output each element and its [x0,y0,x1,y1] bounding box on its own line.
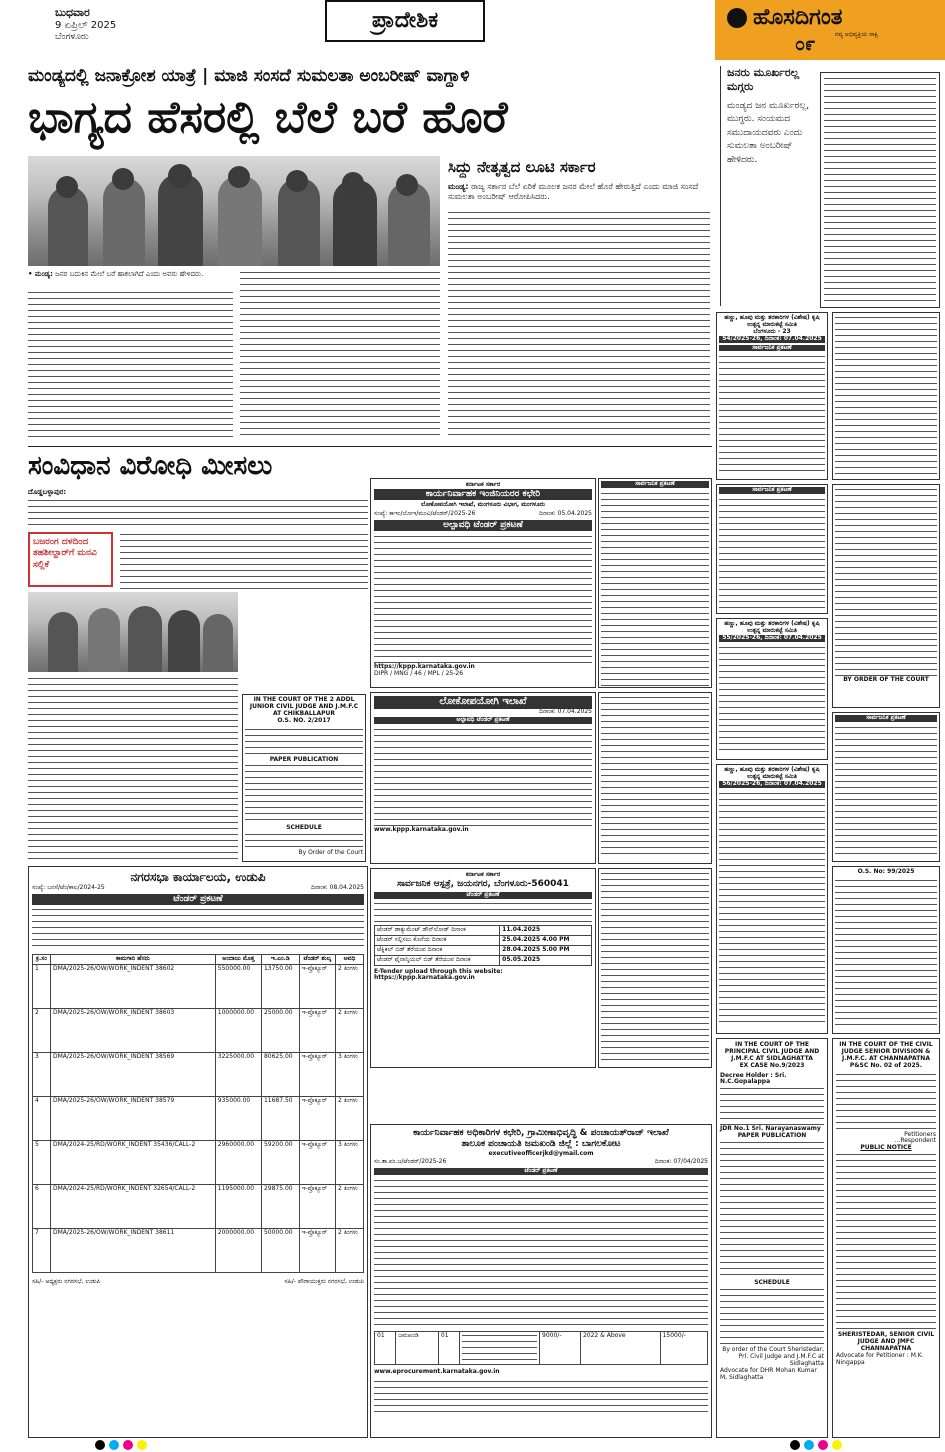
court-chn-petitioners: Petitioners [904,1130,936,1138]
tn-cell-amount: 2960000.00 [215,1141,261,1185]
tn-col-period: ಅವಧಿ [335,955,363,965]
tender-ee-dept: ಕರ್ನಾಟಕ ಸರ್ಕಾರ [465,481,501,488]
tn-cell-no: 1 [33,965,51,1009]
apmc-ref: 54/2025-26, ದಿನಾಂಕ: 07.04.2025 [719,336,825,343]
court-sid-schedule: SCHEDULE [754,1279,790,1287]
tn-col-no: ಕ್ರ.ಸಂ [33,955,51,965]
os-no: O.S. No: 99/2025 [857,868,915,875]
tn-cell-period: 3 ತಿಂಗಳು [335,1141,363,1185]
tn-cell-name: DMA/2024-25/RD/WORK_INDENT 32654/CALL-2 [50,1185,215,1229]
court-chb-title: IN THE COURT OF THE 2 ADDL JUNIOR CIVIL JUDGE AND J.M.F.C AT CHIKBALLAPUR [249,696,359,717]
tg-portal[interactable]: www.eprocurement.karnataka.gov.in [374,1368,500,1376]
tn-cell-name: DMA/2025-26/OW/WORK_INDENT 38611 [50,1229,215,1273]
tn-cell-fee: ಇ-ಪ್ರೊಕ್ಯೂರ್ [299,1097,335,1141]
tn-col-emd: ಇ.ಎಂ.ಡಿ [261,955,299,965]
tn-col-fee: ಟೆಂಡರ್ ಶುಲ್ಕ [299,955,335,965]
tender-gram [370,1124,712,1438]
court-sid-pub: PAPER PUBLICATION [737,1132,807,1140]
tg-place: ಜಮಖಂಡಿ [396,1332,439,1365]
tender-ee-title: ಅಲ್ಪಾವಧಿ ಟೆಂಡರ್ ಪ್ರಕಟಣೆ [374,520,592,531]
tn-cell-emd: 25000.00 [261,1009,299,1053]
tn-cell-fee: ಇ-ಪ್ರೊಕ್ಯೂರ್ [299,1141,335,1185]
notice-mid-2 [598,692,712,864]
tn-cell-name: DMA/2025-26/OW/WORK_INDENT 38569 [50,1053,215,1097]
lead-dateline: ಮಂಡ್ಯ: [448,182,469,191]
court-chb-schedule: SCHEDULE [286,824,322,832]
tn-cell-emd: 59200.00 [261,1141,299,1185]
public-notice-right [832,712,940,862]
table-row [33,1097,364,1141]
tender-lok-kppp[interactable]: www.kppp.karnataka.gov.in [374,826,469,834]
table-row [33,1141,364,1185]
tg-email[interactable]: executiveofficerjkd@ymail.com [488,1149,594,1157]
court-chb-case: O.S. NO. 2/2017 [277,716,331,724]
tn-cell-fee: ಇ-ಪ್ರೊಕ್ಯೂರ್ [299,965,335,1009]
tn-cell-period: 2 ತಿಂಗಳು [335,1009,363,1053]
table-row [33,1185,364,1229]
apmc-notice-3 [716,764,828,1034]
tn-cell-emd: 50000.00 [261,1229,299,1273]
tender-ee-code: DIPR / MNG / 46 / MPL / 25-26 [374,670,464,678]
tn-cell-emd: 80625.00 [261,1053,299,1097]
story2-body-left [28,676,238,861]
tender-ee [370,478,596,688]
tender-lok-date: ದಿನಾಂಕ: 07.04.2025 [539,707,592,715]
tn-refline [32,885,364,892]
tn-cell-amount: 1000000.00 [215,1009,261,1053]
th-dept: ಕರ್ನಾಟಕ ಸರ್ಕಾರ [465,871,501,878]
masthead-day: ಬುಧವಾರ [55,6,90,19]
table-row [33,1009,364,1053]
tn-cell-name: DMA/2024-25/RD/WORK_INDENT 35436/CALL-2 [50,1141,215,1185]
tn-cell-no: 5 [33,1141,51,1185]
masthead-date-block [55,6,175,44]
tn-cell-amount: 550000.00 [215,965,261,1009]
tn-col-amount: ಅಂದಾಜು ಮೊತ್ತ [215,955,261,965]
lead-body-col1-head: • ಮಂಡ್ಯ: ಜನರ ಬದುಕಿನ ಮೇಲೆ ಬರೆ ಹಾಕಲಾಗಿದೆ ಎಂದು ಅವರು ಹೇಳಿದರು. [28,270,204,278]
tn-cell-fee: ಇ-ಪ್ರೊಕ್ಯೂರ್ [299,1229,335,1273]
tn-col-name: ಕಾಮಗಾರಿ ಹೆಸರು [50,955,215,965]
brand-logo-icon [727,8,747,28]
th-office: ಸಾರ್ವಜನಿಕ ಆಸ್ಪತ್ರೆ, ಜಯನಗರ, ಬೆಂಗಳೂರು-560041 [397,878,569,889]
court-chb-sign: By Order of the Court [298,849,363,857]
lead-body-right [448,210,710,440]
table-row [375,1332,708,1365]
tn-cell-period: 2 ತಿಂಗಳು [335,1229,363,1273]
print-marks-right [790,1440,846,1452]
table-row [375,945,592,955]
lead-photo [28,156,440,266]
th-cell-item: ಟೆಕ್ನಿಕಲ್ ಬಿಡ್ ತೆರೆಯುವ ದಿನಾಂಕ [375,945,500,955]
tn-cell-fee: ಇ-ಪ್ರೊಕ್ಯೂರ್ [299,1009,335,1053]
table-row [33,1229,364,1273]
apmc2-ref: 55/2025-26, ದಿನಾಂಕ: 07.04.2025 [719,635,825,642]
tg-ref: ಸಂ.ತಾ.ಪಂ.ಜ/ಟೆಂಡರ್/2025-26 [374,1158,447,1166]
court-sidlaghatta [716,1038,828,1438]
table-row [33,965,364,1009]
tn-cell-name: DMA/2025-26/OW/WORK_INDENT 38579 [50,1097,215,1141]
tn-cell-emd: 13750.00 [261,965,299,1009]
section-title-text: ಪ್ರಾದೇಶಿಕ [371,8,439,34]
lead-body-col1: ಜನರ ಬದುಕಿನ ಮೇಲೆ ಬರೆ ಹಾಕಲಾಗಿದೆ ಎಂದು ಅವರು ಹೇಳಿದರು. [55,270,204,278]
tender-lok-subtitle: ಅಲ್ಪಾವಧಿ ಟೆಂಡರ್ ಪ್ರಕಟಣೆ [374,717,592,724]
lead-subhead: ಸಿದ್ದು ನೇತೃತ್ವದ ಲೂಟಿ ಸರ್ಕಾರ [448,158,596,176]
tn-table [32,954,364,1273]
paper-name: ಹೊಸದಿಗಂತ [753,5,843,30]
tn-cell-no: 7 [33,1229,51,1273]
tg-amt: 15000/- [660,1332,707,1365]
th-cell-item: ಟೆಂಡರ್ ಡಾಕ್ಯುಮೆಂಟ್ ಡೌನ್‌ಲೋಡ್ ದಿನಾಂಕ [375,926,500,936]
apmc-notice-2 [716,618,828,760]
tn-cell-amount: 3225000.00 [215,1053,261,1097]
tn-office: ನಗರಸಭಾ ಕಾರ್ಯಾಲಯ, ಉಡುಪಿ [130,870,266,884]
notice-right-1 [820,72,940,308]
tg-class: 2022 & Above [580,1332,660,1365]
story2-intro [28,488,368,496]
court-sid-holder: Decree Holder : Sri. N.C.Gopalappa [720,1071,787,1086]
court-sid-sign: By order of the Court Sheristedar, Prl. Civil Judge and J.M.F.C at Sidlaghatta [722,1346,824,1367]
story2-headline: ಸಂವಿಧಾನ ವಿರೋಧಿ ಮೀಸಲು [28,451,273,481]
court-chn-respondent: ...Respondent [894,1137,936,1145]
tg-sub: ತಾಲೂಕ ಪಂಚಾಯತಿ ಜಮಖಂಡಿ ಜಿಲ್ಲೆ : ಬಾಗಲಕೋಟ [461,1139,621,1150]
table-row [375,955,592,965]
court-chn-title: IN THE COURT OF THE CIVIL JUDGE SENIOR DIVISION & J.M.F.C. AT CHANNAPATNA [839,1041,933,1062]
story2-body-col [120,532,368,592]
tn-cell-emd: 11687.50 [261,1097,299,1141]
lead-dateline-text [448,182,710,202]
court-chn-advocate: Advocate for Petitioner : M.K. Ningappa [836,1351,924,1366]
tg-date: ದಿನಾಂಕ: 07/04/2025 [654,1158,708,1166]
notice-right-2 [832,312,940,480]
notice-right-5 [832,866,940,1034]
tn-cell-amount: 1195000.00 [215,1185,261,1229]
lead-intro: ರಾಜ್ಯ ಸರ್ಕಾರ ಬೆಲೆ ಏರಿಕೆ ಮೂಲಕ ಜನರ ಮೇಲೆ ಹೊರೆ ಹೇರುತ್ತಿದೆ ಎಂದು ಮಾಜಿ ಸಂಸದೆ ಸುಮಲತಾ ಅಂಬರೀಷ್ ಆರೋಪಿಸಿದರು. [448,182,699,201]
tender-nagarasabha [28,866,368,1438]
lead-body-col1-text [28,290,233,440]
th-cell-date: 11.04.2025 [500,926,592,936]
court-channapatna [832,1038,940,1438]
tn-cell-no: 4 [33,1097,51,1141]
court-sid-adv: Advocate for DHR Mohan Kumar M, Sidlaghatta [720,1366,817,1381]
tn-cell-amount: 2000000.00 [215,1229,261,1273]
tn-title: ಟೆಂಡರ್ ಪ್ರಕಟಣೆ [32,894,364,905]
tg-no: 01 [375,1332,396,1365]
tn-cell-amount: 935000.00 [215,1097,261,1141]
notice-right-3 [716,484,828,614]
th-cell-item: ಟೆಂಡರ್ ಫೈನಾನ್ಶಿಯಲ್ ಬಿಡ್ ತೆರೆಯುವ ದಿನಾಂಕ [375,955,500,965]
court-order-label: BY ORDER OF THE COURT [843,676,929,683]
tn-cell-no: 6 [33,1185,51,1229]
story2-photo [28,592,238,672]
court-sid-title: IN THE COURT OF THE PRINCIPAL CIVIL JUDGE AND J.M.F.C AT SIDLAGHATTA [724,1041,820,1062]
public-notice-right-title: ಸಾರ್ವಜನಿಕ ಪ್ರಕಟಣೆ [835,715,937,722]
apmc2-title: ಹಣ್ಣು, ಹೂವು ಮತ್ತು ತರಕಾರಿಗಳ (ವಿಶೇಷ) ಕೃಷಿ ಉತ್ಪನ್ನ ಮಾರುಕಟ್ಟೆ ಸಮಿತಿ [724,620,820,634]
court-chn-case: P&SC No. 02 of 2025. [849,1061,923,1069]
notice-right-4 [832,484,940,708]
th-eproc[interactable]: E-Tender upload through this website: https://kppp.karnataka.gov.in [374,967,503,982]
masthead-date: 9 ಏಪ್ರಿಲ್ 2025 [55,19,117,31]
tn-cell-name: DMA/2025-26/OW/WORK_INDENT 38602 [50,965,215,1009]
table-row [375,935,592,945]
tender-ee-ref: ಸಂಖ್ಯೆ: ಕಾಇಂ/ಲೋಇ/ಮಂವಿ/ಟೆಂಡರ್/2025-26 [374,510,476,518]
tn-cell-name: DMA/2025-26/OW/WORK_INDENT 38603 [50,1009,215,1053]
court-sid-jdr: JDR No.1 Sri. Narayanaswamy [720,1125,821,1133]
tg-refline [374,1159,708,1166]
tn-cell-period: 3 ತಿಂಗಳು [335,1053,363,1097]
tn-cell-no: 3 [33,1053,51,1097]
table-row [33,1053,364,1097]
notice-mid-1 [598,478,712,688]
notice-mid-3 [598,868,712,1068]
th-table [374,925,592,966]
sidebar-quote-text: ಮಂಡ್ಯದ ಜನ ಮೂರ್ಖರಲ್ಲ, ಮುಗ್ಧರು. ಸಂಯಮದ ಸಮುದಾಯದವರು ಎಂದು ಸುಮಲತಾ ಅಂಬರೀಷ್ ಹೇಳಿದರು. [727,100,810,165]
tg-title: ಟೆಂಡರ್ ಪ್ರಕಟಣೆ [374,1168,708,1175]
court-sid-case: EX CASE No.9/2023 [739,1061,805,1069]
apmc3-title: ಹಣ್ಣು, ಹೂವು ಮತ್ತು ತರಕಾರಿಗಳ (ವಿಶೇಷ) ಕೃಷಿ ಉತ್ಪನ್ನ ಮಾರುಕಟ್ಟೆ ಸಮಿತಿ [724,766,820,780]
paper-tagline: ನವ್ಯ ಅಭಿವ್ಯಕ್ತಿಯ ಸಾಕ್ಷಿ [835,31,879,38]
tender-ee-office: ಕಾರ್ಯನಿರ್ವಾಹಕ ಇಂಜಿನಿಯರರ ಕಛೇರಿ [374,489,592,500]
tn-cell-emd: 29875.00 [261,1185,299,1229]
lead-body-col2-text [240,270,440,440]
tn-cell-period: 2 ತಿಂಗಳು [335,1185,363,1229]
tender-ee-date: ದಿನಾಂಕ: 05.04.2025 [539,510,592,518]
apmc-title: ಹಣ್ಣು, ಹೂವು ಮತ್ತು ತರಕಾರಿಗಳ (ವಿಶೇಷ) ಕೃಷಿ ಉತ್ಪನ್ನ ಮಾರುಕಟ್ಟೆ ಸಮಿತಿ [724,314,820,328]
th-cell-item: ಟೆಂಡರ್ ಸಲ್ಲಿಸಲು ಕೊನೆಯ ದಿನಾಂಕ [375,935,500,945]
section-title [325,0,485,42]
court-chn-notice: PUBLIC NOTICE [860,1144,912,1152]
tn-cell-fee: ಇ-ಪ್ರೊಕ್ಯೂರ್ [299,1185,335,1229]
apmc-city: ಬೆಂಗಳೂರು - 23 [753,327,791,335]
page-number: ೦೯ [795,34,816,55]
tn-cell-period: 2 ತಿಂಗಳು [335,965,363,1009]
tn-footer-left: ಸಹಿ/- ಅಧ್ಯಕ್ಷರು ನಗರಸಭೆ, ಉಡುಪಿ [32,1278,101,1286]
tender-lok-title: ಲೋಕೋಪಯೋಗಿ ಇಲಾಖೆ [374,696,592,709]
notice-mid-1-title: ಸಾರ್ವಜನಿಕ ಪ್ರಕಟಣೆ [601,481,709,488]
tn-ref: ಸಂಖ್ಯೆ: ಬನಸೆ/ಟೆಂ/ಕಾಲ/2024-25 [32,884,105,891]
apmc-notice-1 [716,312,828,480]
apmc-public: ಸಾರ್ವಜನಿಕ ಪ್ರಕಟಣೆ [719,345,825,352]
story2-dateline: ದೊಡ್ಡಬಳ್ಳಾಪುರ: [28,488,67,496]
tg-emd: 9000/- [540,1332,581,1365]
story2-photo-caption: ಬಜರಂಗ ದಳದಿಂದ ತಹಶೀಲ್ದಾರ್‌ಗೆ ಮನವಿ ಸಲ್ಲಿಕೆ [33,537,97,570]
tg-office: ಕಾರ್ಯನಿರ್ವಾಹಕ ಅಧಿಕಾರಿಗಳ ಕಛೇರಿ, ಗ್ರಾಮೀಣಾಭಿವೃದ್ಧಿ & ಪಂಚಾಯತ್‌ರಾಜ್ ಇಲಾಖೆ [413,1128,669,1138]
tender-hospital [370,868,596,1068]
tender-ee-refline [374,511,592,518]
tn-cell-period: 2 ತಿಂಗಳು [335,1097,363,1141]
tender-ee-sub: ಲೋಕೋಪಯೋಗಿ ಇಲಾಖೆ, ಮಂಗಳೂರು ವಿಭಾಗ, ಮಂಗಳೂರು [421,501,545,509]
tn-footer-right: ಸಹಿ/- ಪೌರಾಯುಕ್ತರು ನಗರಸಭೆ, ಉಡುಪಿ [284,1278,364,1286]
lead-kicker: ಮಂಡ್ಯದಲ್ಲಿ ಜನಾಕ್ರೋಶ ಯಾತ್ರೆ | ಮಾಜಿ ಸಂಸದೆ ಸುಮಲತಾ ಅಂಬರೀಷ್ ವಾಗ್ದಾಳಿ [28,66,470,86]
tg-table [374,1331,708,1365]
th-cell-date: 25.04.2025 4.00 PM [500,935,592,945]
tn-date: ದಿನಾಂಕ: 08.04.2025 [311,884,364,891]
tender-ee-kppp[interactable]: https://kppp.karnataka.gov.in [374,663,475,671]
story2-body-top [28,498,368,528]
tender-lok [370,692,596,864]
court-chn-sheristedar: SHERISTEDAR, SENIOR CIVIL JUDGE AND JMFC CHANNAPATNA [837,1331,935,1353]
tn-cell-fee: ಇ-ಪ್ರೊಕ್ಯೂರ್ [299,1053,335,1097]
court-chb-subtitle: PAPER PUBLICATION [269,755,339,763]
tn-footer [32,1279,364,1286]
print-marks-left [95,1440,151,1452]
story2-photo-caption-box [28,532,113,587]
public-notice-title: ಸಾರ್ವಜನಿಕ ಪ್ರಕಟಣೆ [719,487,825,494]
th-title: ಟೆಂಡರ್ ಪ್ರಕಟಣೆ [374,892,592,899]
lead-headline: ಭಾಗ್ಯದ ಹೆಸರಲ್ಲಿ ಬೆಲೆ ಬರೆ ಹೊರೆ [28,92,508,143]
masthead [0,0,945,60]
tg-qty: 01 [438,1332,459,1365]
tn-cell-no: 2 [33,1009,51,1053]
court-chikballapur [242,694,366,862]
table-row [375,926,592,936]
th-cell-date: 28.04.2025 5.00 PM [500,945,592,955]
sidebar-quote [720,66,816,306]
sidebar-quote-title: ಜನರು ಮೂರ್ಖರಲ್ಲ ಮಗ್ಗರು [727,66,800,93]
apmc3-ref: 56/2025-26, ದಿನಾಂಕ: 07.04.2025 [719,781,825,788]
th-cell-date: 05.05.2025 [500,955,592,965]
masthead-city: ಬೆಂಗಳೂರು [55,32,89,43]
th-table-body [375,926,592,966]
tn-table-body [33,965,364,1273]
paper-brand [715,0,945,60]
